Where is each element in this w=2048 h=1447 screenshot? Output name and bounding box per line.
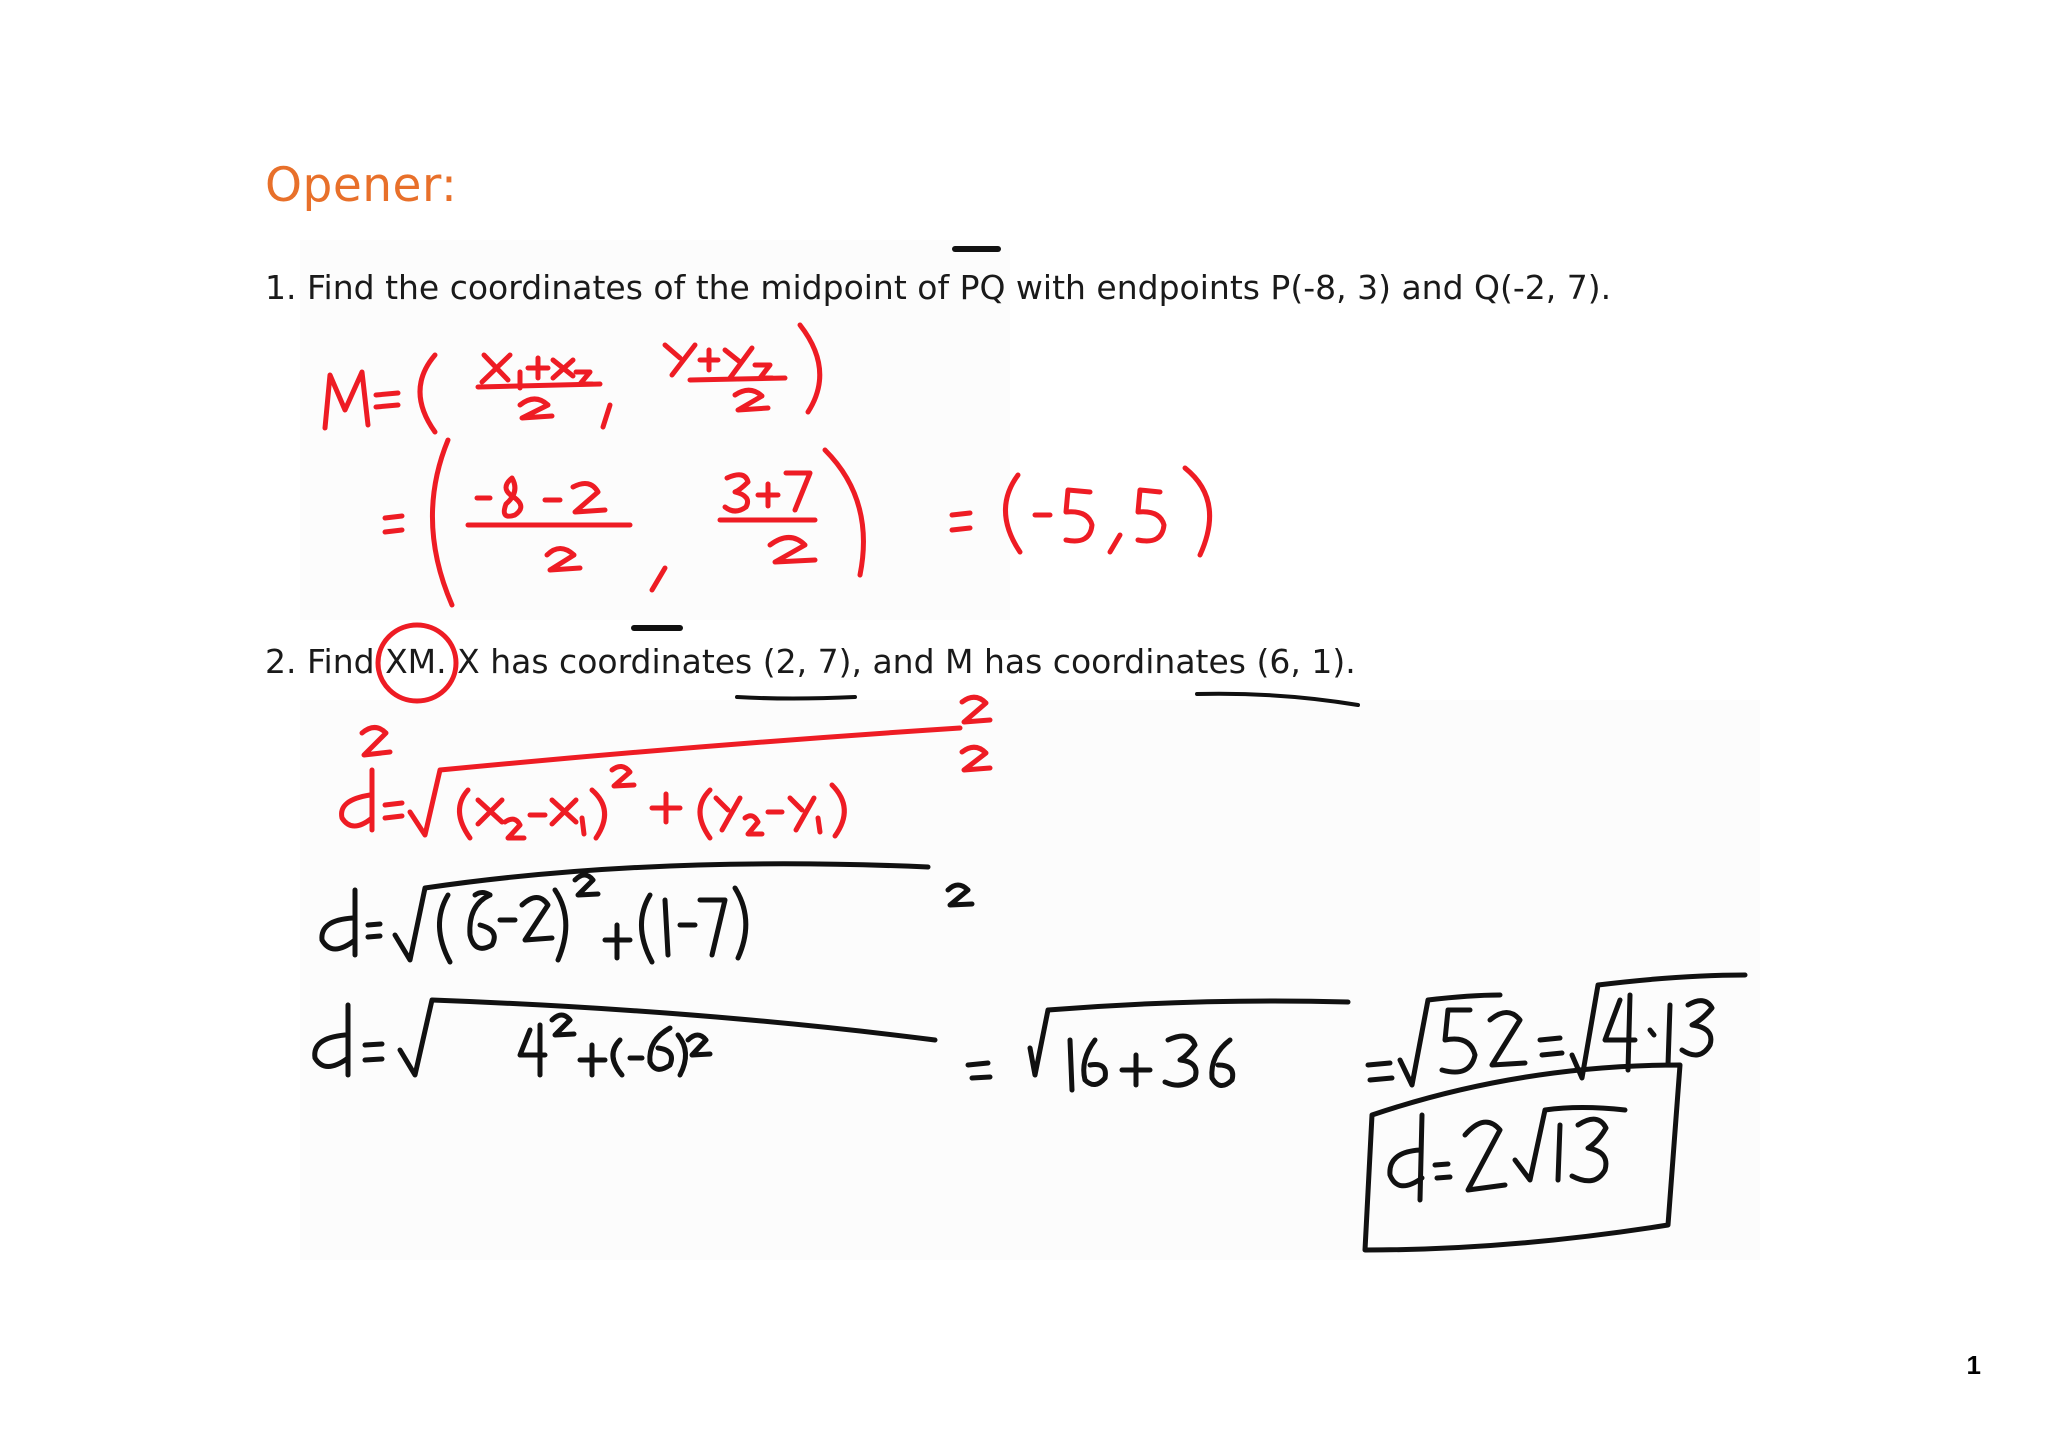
page-title: Opener:: [265, 158, 458, 213]
q2-formula-handwriting: [342, 697, 990, 838]
q2-circle-mark: [378, 625, 456, 701]
q2-black-handwriting: [315, 864, 1745, 1250]
question-1: 1. Find the coordinates of the midpoint of PQ with endpoints P(-8, 3) and Q(-2, 7).: [265, 268, 1612, 307]
q1-handwriting: [325, 325, 1210, 605]
page-number: 1: [1966, 1350, 1981, 1380]
question-2: 2. Find XM. X has coordinates (2, 7), and M has coordinates (6, 1).: [265, 642, 1356, 681]
